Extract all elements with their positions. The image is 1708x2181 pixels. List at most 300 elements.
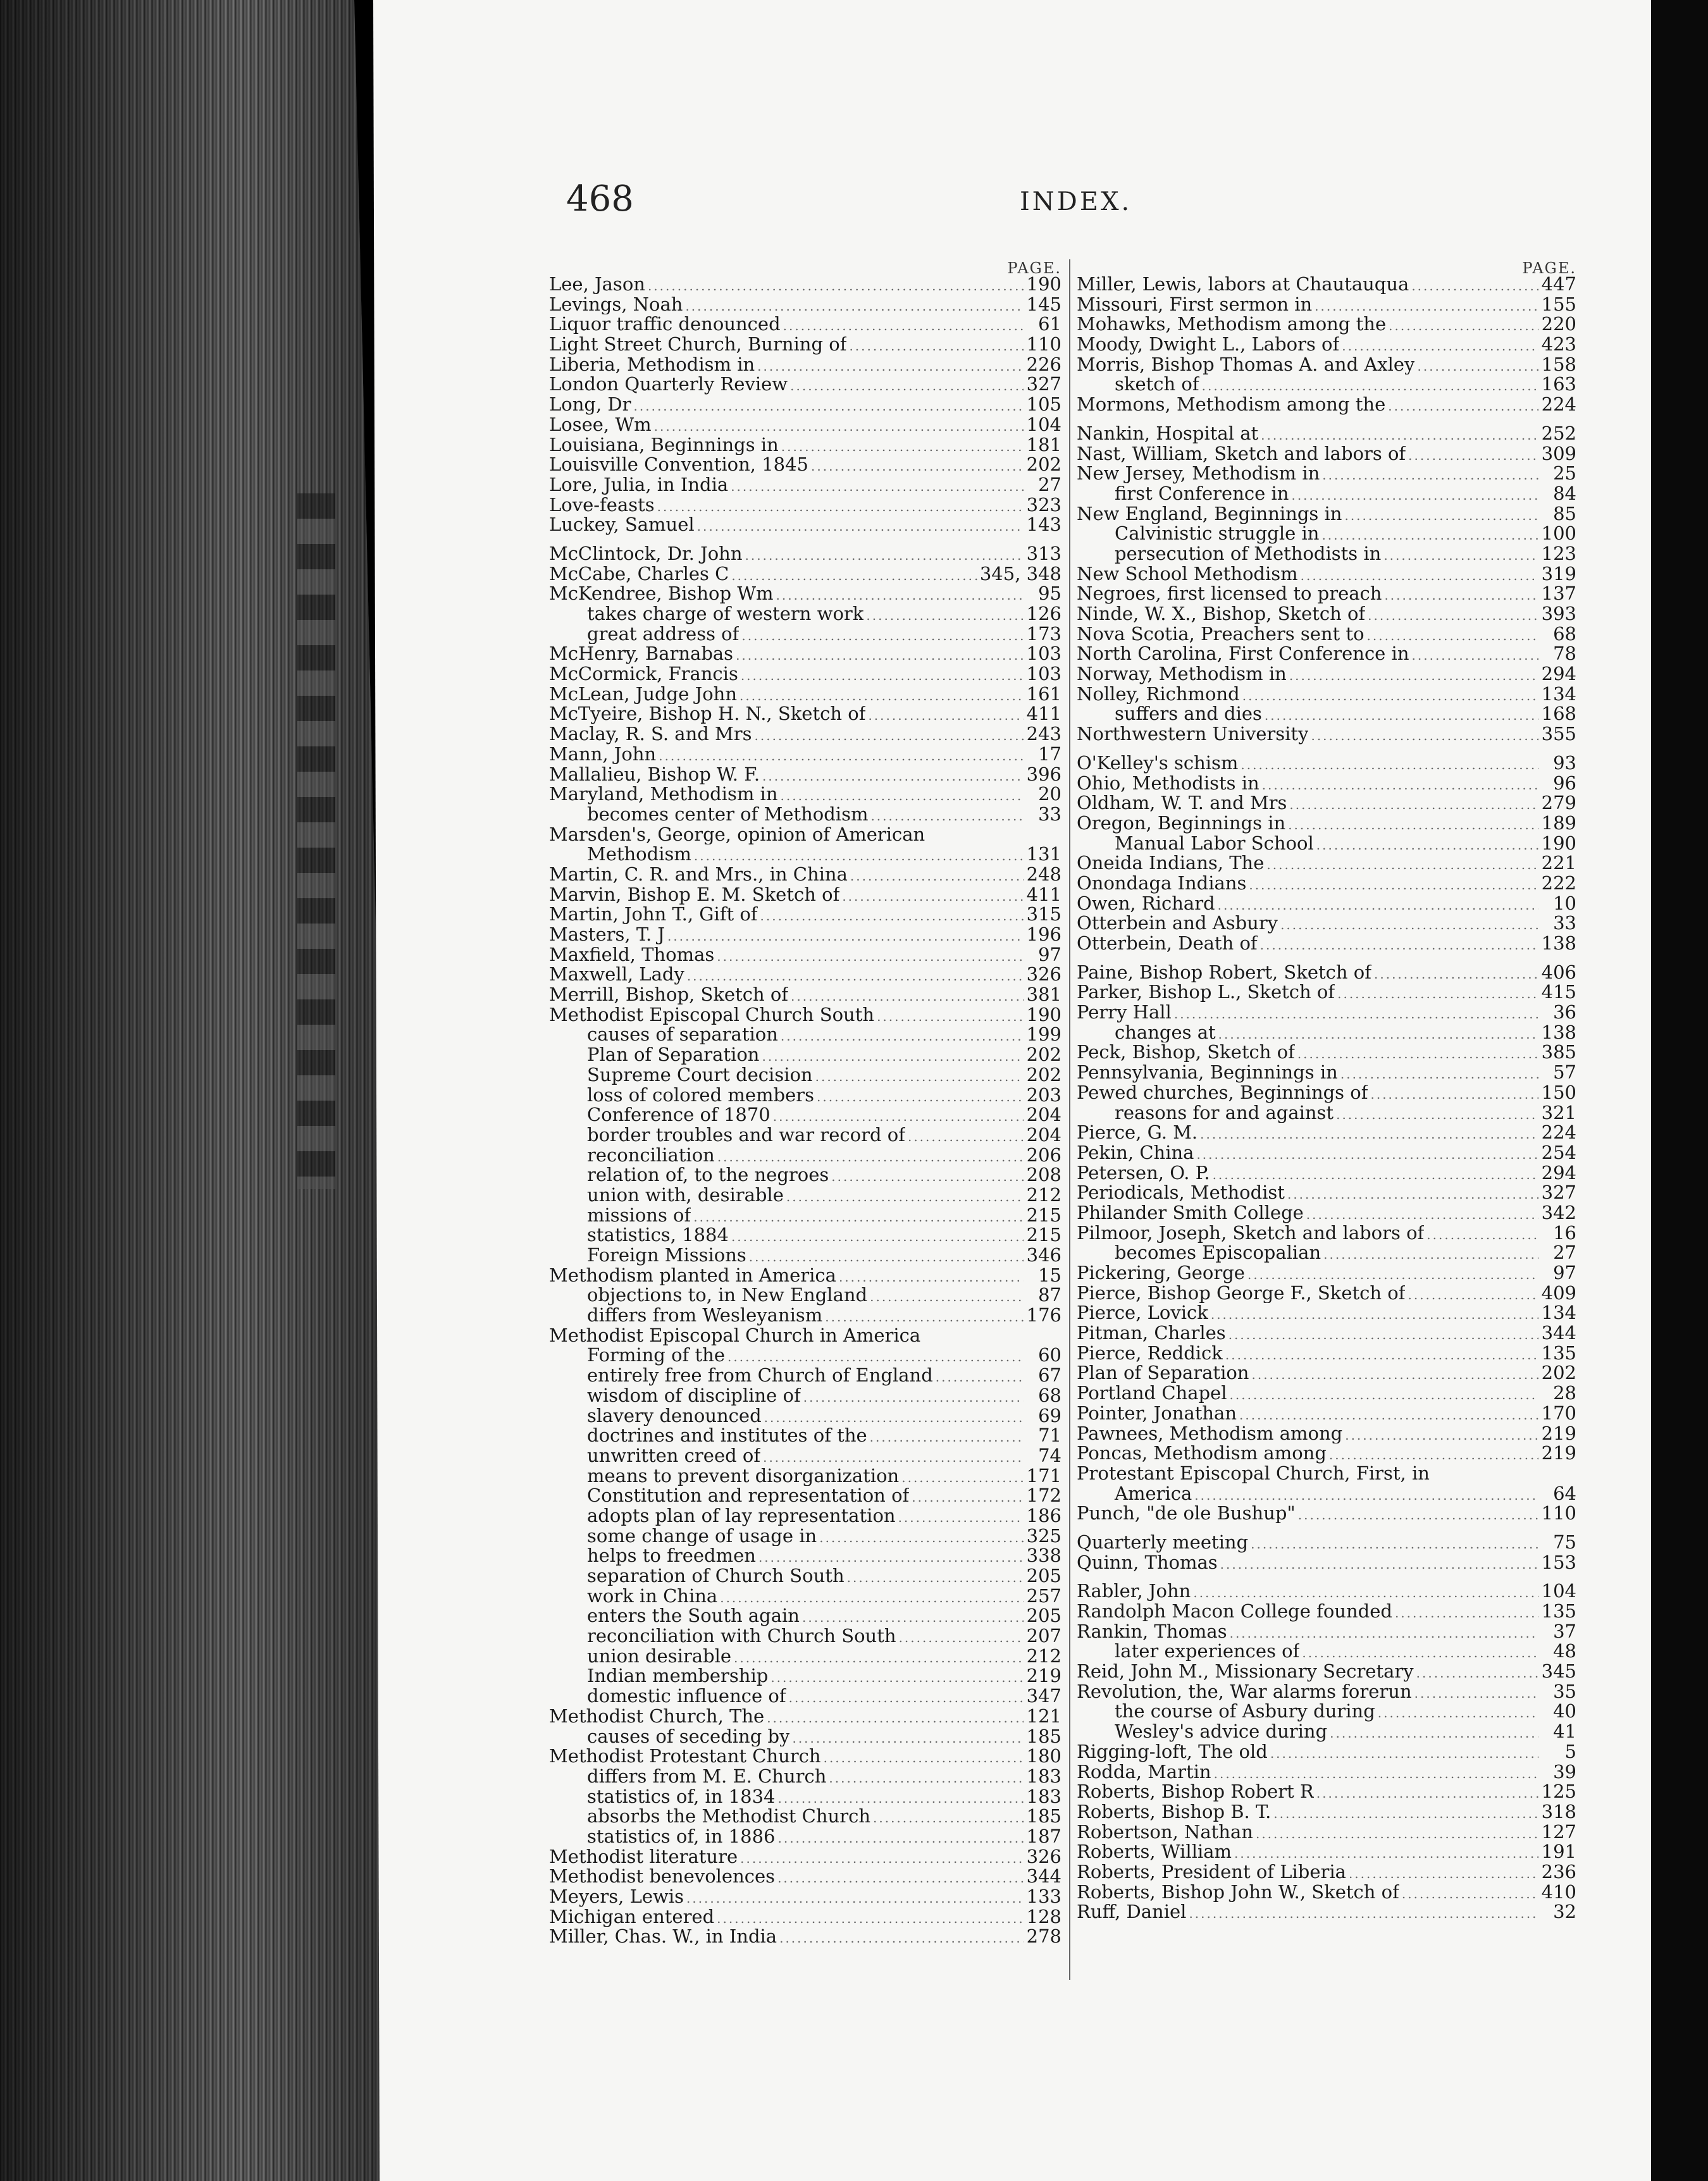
entry-page: 41	[1553, 1721, 1576, 1743]
entry-text: Revolution, the, War alarms forerun	[1077, 1681, 1412, 1702]
index-entry	[549, 1606, 1061, 1626]
index-entry	[1077, 1323, 1576, 1344]
entry-page: 135	[1541, 1600, 1576, 1622]
entry-text: North Carolina, First Conference in	[1077, 644, 1409, 665]
entry-page: 185	[1026, 1805, 1061, 1827]
index-entry	[1077, 704, 1576, 724]
entry-text: Pierce, Lovick	[1077, 1303, 1208, 1324]
dot-leader	[685, 297, 1024, 317]
dot-leader	[697, 517, 1024, 537]
entry-page: 196	[1026, 924, 1061, 945]
entry-text: becomes Episcopalian	[1115, 1243, 1321, 1264]
entry-page: 219	[1026, 1665, 1061, 1687]
dot-leader	[1416, 1664, 1538, 1684]
index-entry	[1077, 504, 1576, 524]
index-column-right	[1069, 259, 1576, 1980]
index-entry	[549, 455, 1061, 475]
page-heading: INDEX.	[1020, 187, 1132, 216]
dot-leader	[1311, 726, 1538, 746]
entry-page: 48	[1553, 1640, 1576, 1662]
entry-text: Otterbein, Death of	[1077, 934, 1258, 954]
index-entry	[549, 355, 1061, 375]
entry-text: Martin, C. R. and Mrs., in China	[549, 864, 848, 885]
dot-leader	[1230, 1385, 1539, 1406]
entry-page: 171	[1026, 1464, 1061, 1486]
entry-text: Roberts, Bishop Robert R	[1077, 1782, 1314, 1802]
entry-page: 35	[1553, 1680, 1576, 1702]
dot-leader	[1384, 586, 1538, 606]
entry-page: 17	[1038, 743, 1061, 765]
entry-text: McLean, Judge John	[549, 684, 738, 705]
entry-text: Roberts, William	[1077, 1842, 1232, 1862]
dot-leader	[1247, 1265, 1538, 1285]
index-entry	[549, 905, 1061, 925]
entry-page: 133	[1026, 1886, 1061, 1907]
dot-leader	[731, 566, 977, 586]
entry-page: 158	[1541, 353, 1576, 375]
entry-page: 190	[1026, 273, 1061, 295]
index-entry	[1077, 1742, 1576, 1762]
dot-leader	[1344, 506, 1538, 526]
entry-text: Methodist literature	[549, 1846, 738, 1867]
index-entry	[549, 604, 1061, 624]
dot-leader	[1241, 755, 1538, 775]
index-entry	[549, 1686, 1061, 1707]
index-entry	[549, 805, 1061, 825]
entry-text: statistics of, in 1886	[587, 1826, 776, 1847]
entry-page: 294	[1541, 1161, 1576, 1183]
index-entry	[549, 295, 1061, 315]
index-entry	[1077, 584, 1576, 604]
entry-page: 134	[1541, 683, 1576, 705]
entry-page: 135	[1541, 1342, 1576, 1364]
entry-page: 202	[1026, 1044, 1061, 1066]
dot-leader	[824, 1748, 1024, 1769]
dot-leader	[1242, 686, 1538, 707]
dot-leader	[873, 1808, 1024, 1829]
entry-text: entirely free from Church of England	[587, 1366, 933, 1386]
dot-leader	[1329, 1445, 1538, 1466]
index-entry	[549, 724, 1061, 745]
index-entry	[549, 1386, 1061, 1406]
entry-text: Marvin, Bishop E. M. Sketch of	[549, 884, 840, 905]
entry-text: slavery denounced	[587, 1406, 762, 1426]
index-entry	[549, 564, 1061, 584]
entry-page: 20	[1038, 783, 1061, 805]
entry-page: 315	[1026, 903, 1061, 925]
entry-text: Levings, Noah	[549, 294, 683, 315]
index-entry	[1077, 1183, 1576, 1203]
entry-text: Oldham, W. T. and Mrs	[1077, 793, 1287, 813]
dot-leader	[1239, 1406, 1538, 1426]
entry-page: 344	[1026, 1865, 1061, 1888]
entry-text: Ohio, Methodists in	[1077, 773, 1259, 794]
dot-leader	[839, 1268, 1024, 1288]
entry-text: Pekin, China	[1077, 1142, 1194, 1163]
dot-leader	[1411, 276, 1538, 297]
dot-leader	[1378, 1703, 1538, 1724]
dot-leader	[758, 1548, 1024, 1568]
entry-page: 381	[1026, 984, 1061, 1006]
index-entry	[549, 1266, 1061, 1286]
dot-leader	[1337, 984, 1538, 1004]
index-entry	[1077, 793, 1576, 813]
index-entry	[549, 1045, 1061, 1065]
index-entry	[549, 495, 1061, 516]
entry-text: Plan of Separation	[587, 1045, 760, 1065]
index-entry	[1077, 604, 1576, 624]
dot-leader	[1260, 936, 1538, 956]
index-entry	[549, 415, 1061, 435]
entry-text: Nast, William, Sketch and labors of	[1077, 443, 1406, 464]
entry-text: unwritten creed of	[587, 1445, 761, 1466]
entry-text: London Quarterly Review	[549, 374, 788, 395]
entry-page: 176	[1026, 1304, 1061, 1326]
entry-text: Negroes, first licensed to preach	[1077, 584, 1382, 605]
index-entry	[1077, 753, 1576, 774]
entry-text: separation of Church South	[587, 1566, 845, 1586]
entry-page: 183	[1026, 1765, 1061, 1787]
index-entry	[1077, 1363, 1576, 1383]
entry-text: doctrines and institutes of the	[587, 1426, 867, 1446]
index-entry	[1077, 1662, 1576, 1682]
entry-page: 190	[1026, 1003, 1061, 1025]
entry-text: Michigan entered	[549, 1906, 715, 1927]
entry-page: 173	[1026, 622, 1061, 645]
index-entry	[1077, 1641, 1576, 1662]
index-entry	[1077, 335, 1576, 355]
entry-text: Losee, Wm	[549, 414, 652, 435]
entry-page: 447	[1541, 273, 1576, 295]
index-entry	[1077, 874, 1576, 894]
entry-text: McCormick, Francis	[549, 664, 738, 684]
entry-text: O'Kelley's schism	[1077, 753, 1239, 774]
entry-page: 411	[1026, 883, 1061, 905]
dot-leader	[749, 1247, 1024, 1268]
entry-page: 39	[1553, 1760, 1576, 1782]
dot-leader	[717, 947, 1024, 967]
dot-leader	[779, 1929, 1024, 1949]
dot-leader	[842, 887, 1024, 907]
entry-page: 411	[1026, 703, 1061, 725]
dot-leader	[659, 746, 1024, 767]
dot-leader	[1193, 1583, 1538, 1603]
entry-text: Methodist Episcopal Church in America	[549, 1325, 921, 1346]
index-entry	[1077, 1553, 1576, 1573]
entry-page: 212	[1026, 1183, 1061, 1206]
index-entry	[1077, 424, 1576, 444]
entry-page: 252	[1541, 422, 1576, 444]
entry-page: 321	[1541, 1101, 1576, 1123]
entry-text: persecution of Methodists in	[1115, 543, 1382, 564]
entry-text: Liquor traffic denounced	[549, 314, 781, 335]
entry-page: 206	[1026, 1144, 1061, 1166]
dot-leader	[657, 497, 1024, 517]
dot-leader	[1370, 1085, 1538, 1105]
entry-text: Missouri, First sermon in	[1077, 294, 1313, 315]
entry-page: 84	[1553, 482, 1576, 504]
entry-text: Parker, Bishop L., Sketch of	[1077, 982, 1335, 1003]
index-entry	[549, 885, 1061, 905]
book-page-edges	[0, 0, 405, 2181]
index-entry	[549, 1326, 1061, 1346]
dot-leader	[1287, 1185, 1538, 1205]
dot-leader	[786, 1187, 1024, 1208]
index-entry	[549, 1767, 1061, 1787]
entry-page: 190	[1541, 832, 1576, 854]
entry-page: 68	[1038, 1384, 1061, 1406]
entry-text: America	[1115, 1483, 1192, 1504]
entry-text: McKendree, Bishop Wm	[549, 584, 774, 605]
index-entry	[549, 1807, 1061, 1827]
index-entry	[1077, 1722, 1576, 1742]
entry-text: Rodda, Martin	[1077, 1762, 1211, 1782]
entry-page: 243	[1026, 723, 1061, 745]
entry-page: 327	[1026, 373, 1061, 395]
index-entry	[1077, 913, 1576, 934]
entry-text: Wesley's advice during	[1115, 1722, 1328, 1742]
entry-page: 208	[1026, 1164, 1061, 1186]
dot-leader	[762, 1047, 1024, 1067]
dot-leader	[1202, 376, 1538, 397]
dot-leader	[1412, 646, 1538, 666]
entry-text: objections to, in New England	[587, 1285, 868, 1306]
entry-page: 60	[1038, 1344, 1061, 1366]
entry-text: Pierce, Reddick	[1077, 1343, 1223, 1364]
dot-leader	[693, 1208, 1024, 1228]
index-entry	[549, 1366, 1061, 1386]
entry-text: suffers and dies	[1115, 704, 1262, 725]
dot-leader	[901, 1468, 1024, 1488]
entry-page: 325	[1026, 1524, 1061, 1547]
dot-leader	[815, 1067, 1024, 1087]
index-entry	[1077, 1484, 1576, 1504]
index-entry	[1077, 1443, 1576, 1464]
index-entry	[1077, 644, 1576, 664]
index-entry	[549, 1125, 1061, 1146]
entry-page: 97	[1038, 943, 1061, 965]
index-entry	[549, 765, 1061, 785]
index-entry	[549, 1727, 1061, 1747]
entry-page: 224	[1541, 1121, 1576, 1144]
entry-text: Paine, Bishop Robert, Sketch of	[1077, 962, 1371, 983]
entry-text: Louisville Convention, 1845	[549, 455, 808, 475]
index-entry	[1077, 1533, 1576, 1553]
entry-page: 393	[1541, 603, 1576, 624]
entry-text: Mohawks, Methodism among the	[1077, 314, 1387, 335]
entry-page: 347	[1026, 1685, 1061, 1707]
entry-page: 57	[1553, 1061, 1576, 1084]
index-entry	[549, 1426, 1061, 1446]
entry-text: Lee, Jason	[549, 275, 645, 295]
entry-page: 385	[1541, 1041, 1576, 1063]
dot-leader	[1288, 815, 1538, 836]
entry-page: 104	[1026, 413, 1061, 435]
index-entry	[1077, 1702, 1576, 1722]
entry-page: 143	[1026, 514, 1061, 536]
entry-page: 199	[1026, 1023, 1061, 1046]
dot-leader	[1194, 1486, 1538, 1506]
index-entry	[1077, 834, 1576, 854]
entry-text: Philander Smith College	[1077, 1202, 1304, 1223]
dot-leader	[1315, 297, 1538, 317]
dot-leader	[1289, 795, 1538, 815]
entry-page: 33	[1553, 912, 1576, 934]
entry-page: 100	[1541, 522, 1576, 545]
dot-leader	[1345, 1426, 1538, 1446]
dot-leader	[1214, 1764, 1538, 1784]
page-column-label: PAGE.	[1007, 259, 1061, 277]
dot-leader	[1374, 965, 1538, 985]
entry-page: 294	[1541, 663, 1576, 685]
entry-text: Forming of the	[587, 1345, 725, 1366]
dot-leader	[781, 1027, 1024, 1047]
dot-leader	[1220, 1555, 1538, 1575]
entry-text: Oneida Indians, The	[1077, 853, 1265, 874]
entry-text: Pilmoor, Joseph, Sketch and labors of	[1077, 1223, 1425, 1244]
dot-leader	[1426, 1225, 1538, 1245]
entry-page: 224	[1541, 393, 1576, 416]
index-entry	[549, 1245, 1061, 1266]
dot-leader	[1228, 1325, 1538, 1345]
index-entry	[1077, 1581, 1576, 1602]
entry-text: Love-feasts	[549, 495, 655, 516]
index-entry	[1077, 1862, 1576, 1882]
dot-leader	[870, 1428, 1024, 1448]
dot-leader	[1273, 1804, 1538, 1824]
dot-leader	[1291, 486, 1538, 506]
index-entry	[549, 374, 1061, 395]
entry-page: 28	[1553, 1382, 1576, 1404]
dot-leader	[1262, 775, 1538, 796]
entry-page: 27	[1038, 473, 1061, 495]
entry-page: 78	[1553, 643, 1576, 665]
entry-text: Maxwell, Lady	[549, 965, 684, 985]
dot-leader	[898, 1508, 1024, 1528]
dot-leader	[817, 1087, 1024, 1108]
index-entry	[549, 1506, 1061, 1526]
dot-leader	[717, 1147, 1024, 1168]
dot-leader	[1211, 1305, 1538, 1325]
entry-text: Merrill, Bishop, Sketch of	[549, 985, 789, 1005]
entry-text: Martin, John T., Gift of	[549, 905, 758, 925]
entry-text: Mann, John	[549, 744, 657, 765]
entry-page: 123	[1541, 542, 1576, 564]
entry-text: missions of	[587, 1205, 691, 1226]
dot-leader	[727, 1347, 1024, 1368]
dot-leader	[1301, 566, 1538, 586]
dot-leader	[773, 1107, 1024, 1127]
entry-text: New England, Beginnings in	[1077, 504, 1342, 524]
entry-text: Northwestern University	[1077, 724, 1309, 745]
entry-page: 326	[1026, 1845, 1061, 1867]
index-entry	[549, 1486, 1061, 1506]
entry-page: 68	[1553, 622, 1576, 645]
entry-page: 126	[1026, 603, 1061, 624]
dot-leader	[1367, 626, 1538, 646]
entry-page: 220	[1541, 313, 1576, 335]
dot-leader	[687, 967, 1024, 987]
index-entry	[1077, 1263, 1576, 1283]
entry-text: Rabler, John	[1077, 1581, 1191, 1602]
entry-text: Pawnees, Methodism among	[1077, 1423, 1343, 1444]
entry-text: the course of Asbury during	[1115, 1702, 1375, 1722]
index-entry	[1077, 624, 1576, 645]
index-entry	[549, 314, 1061, 335]
dot-leader	[1368, 606, 1538, 626]
index-entry	[1077, 544, 1576, 564]
dot-leader	[1316, 836, 1538, 856]
entry-text: differs from M. E. Church	[587, 1766, 827, 1787]
entry-page: 205	[1026, 1565, 1061, 1586]
index-entry	[549, 985, 1061, 1005]
dot-leader	[868, 706, 1024, 726]
entry-page: 85	[1553, 502, 1576, 524]
dot-leader	[866, 606, 1024, 626]
dot-leader	[1389, 316, 1538, 337]
entry-text: Calvinistic struggle in	[1115, 524, 1320, 544]
dot-leader	[1302, 1643, 1538, 1664]
index-entry	[1077, 374, 1576, 395]
entry-text: Pierce, G. M.	[1077, 1123, 1198, 1143]
dot-leader	[1266, 855, 1538, 875]
entry-text: Peck, Bishop, Sketch of	[1077, 1042, 1295, 1063]
index-entry	[549, 644, 1061, 664]
entry-text: Miller, Lewis, labors at Chautauqua	[1077, 275, 1409, 295]
index-entry	[1077, 1283, 1576, 1304]
dot-leader	[781, 437, 1024, 457]
entry-text: Nova Scotia, Preachers sent to	[1077, 624, 1365, 645]
entry-page: 355	[1541, 723, 1576, 745]
entry-page: 25	[1553, 462, 1576, 485]
entry-text: Moody, Dwight L., Labors of	[1077, 335, 1340, 355]
index-entry	[549, 1146, 1061, 1166]
entry-page: 344	[1541, 1322, 1576, 1344]
index-entry	[549, 865, 1061, 885]
entry-page: 202	[1026, 454, 1061, 476]
entry-text: reasons for and against	[1115, 1103, 1334, 1123]
dot-leader	[829, 1769, 1024, 1789]
dot-leader	[777, 1869, 1024, 1889]
dot-leader	[755, 726, 1024, 746]
entry-text: Louisiana, Beginnings in	[549, 435, 779, 455]
dot-leader	[1323, 1245, 1538, 1265]
entry-page: 71	[1038, 1424, 1061, 1447]
dot-leader	[740, 686, 1024, 707]
dot-leader	[819, 1528, 1024, 1548]
index-entry	[1077, 444, 1576, 464]
index-entry	[549, 584, 1061, 604]
dot-leader	[1189, 1904, 1538, 1924]
dot-leader	[1298, 1505, 1538, 1526]
entry-text: wisdom of discipline of	[587, 1385, 801, 1406]
entry-page: 32	[1553, 1901, 1576, 1923]
entry-page: 37	[1553, 1620, 1576, 1642]
entry-text: Owen, Richard	[1077, 893, 1215, 914]
dot-leader	[740, 1849, 1024, 1869]
index-entry	[549, 275, 1061, 295]
index-entry	[549, 1867, 1061, 1887]
dot-leader	[686, 1889, 1024, 1909]
entry-page: 110	[1026, 333, 1061, 355]
entry-text: reconciliation	[587, 1145, 715, 1166]
index-entry	[549, 1887, 1061, 1907]
index-entry	[549, 784, 1061, 805]
dot-leader	[1261, 426, 1538, 446]
entry-page: 313	[1026, 542, 1061, 564]
dot-leader	[792, 1729, 1024, 1749]
entry-page: 219	[1541, 1442, 1576, 1464]
